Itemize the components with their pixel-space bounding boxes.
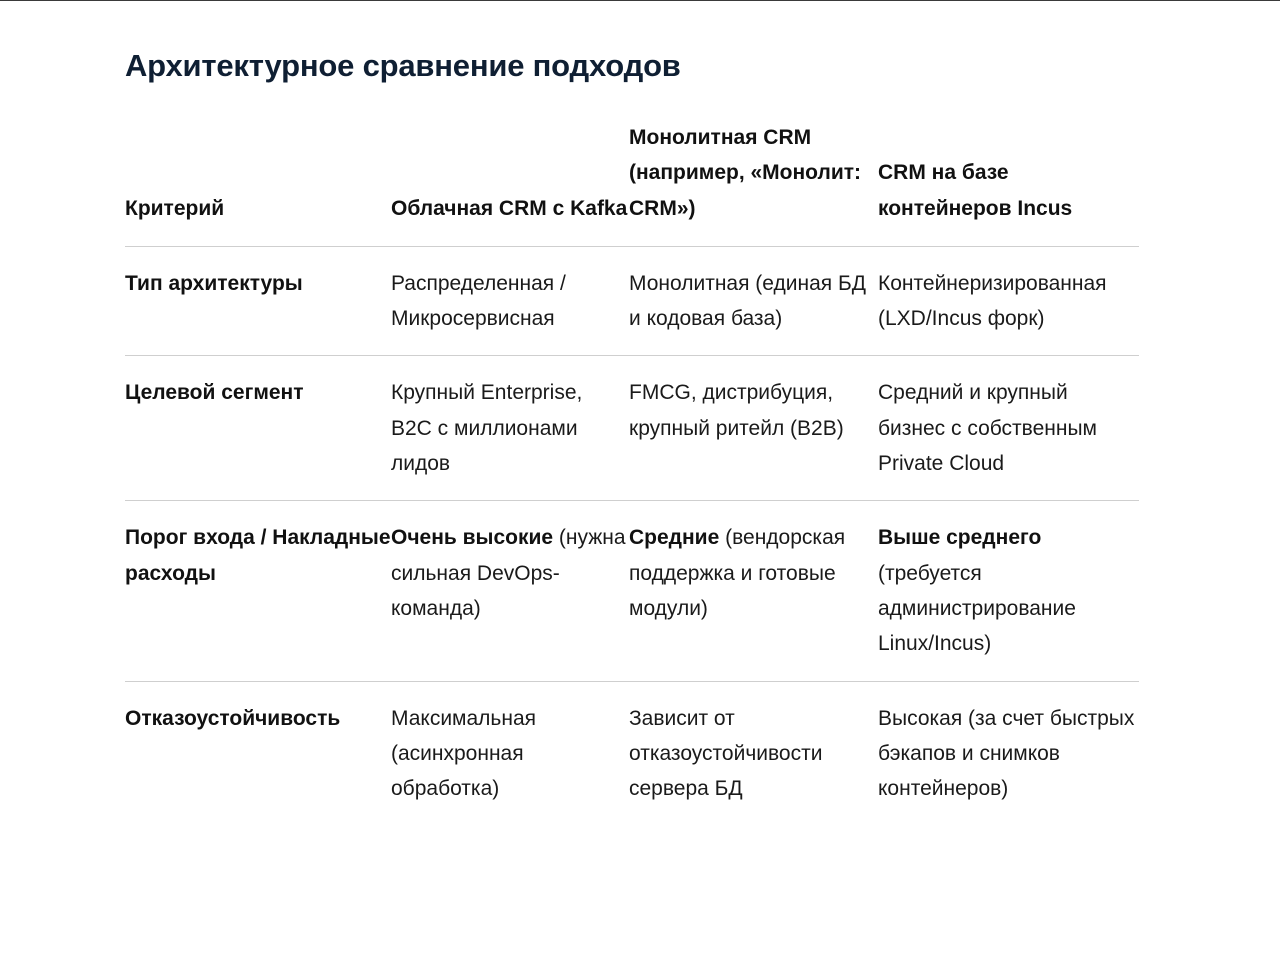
monolith-cell: Монолитная (единая БД и кодовая база)	[629, 246, 878, 356]
criterion-cell: Тип архитектуры	[125, 246, 391, 356]
header-incus-crm: CRM на базе контейнеров Incus	[878, 120, 1139, 246]
criterion-cell: Порог входа / Накладные расходы	[125, 501, 391, 681]
page-title: Архитектурное сравнение подходов	[125, 48, 681, 83]
cloud-cell: Крупный Enterprise, B2C с миллионами лидов	[391, 356, 629, 501]
incus-cell: Высокая (за счет быстрых бэкапов и снимков контейнеров)	[878, 706, 1135, 801]
incus-detail: (требуется администрирование Linux/Incus)	[878, 561, 1076, 656]
cloud-cell: Распределенная / Микросервисная	[391, 246, 629, 356]
incus-emphasis: Выше среднего	[878, 526, 1042, 550]
monolith-emphasis: Средние	[629, 526, 720, 550]
table-row	[125, 501, 1139, 681]
cloud-detail: (нужна сильная DevOps-команда)	[391, 526, 626, 620]
header-criterion: Критерий	[125, 120, 391, 246]
top-divider	[0, 0, 1280, 1]
table-header-row	[125, 120, 1139, 246]
incus-cell: Контейнеризированная (LXD/Incus форк)	[878, 246, 1139, 356]
monolith-detail: (вендорская поддержка и готовые модули)	[629, 526, 846, 620]
incus-cell	[878, 501, 1139, 681]
cloud-cell	[391, 501, 629, 681]
header-cloud-crm: Облачная CRM с Kafka	[391, 120, 629, 246]
criterion-cell: Отказоустойчивость	[125, 706, 341, 730]
monolith-cell	[629, 501, 878, 681]
monolith-cell: FMCG, дистрибуция, крупный ритейл (B2B)	[629, 356, 878, 501]
table-row	[125, 356, 1139, 501]
criterion-cell: Целевой сегмент	[125, 356, 391, 501]
cloud-emphasis: Очень высокие	[391, 526, 554, 550]
table-row	[125, 246, 1139, 356]
comparison-table	[125, 120, 1139, 825]
incus-cell: Средний и крупный бизнес с собственным Private Cloud	[878, 356, 1139, 501]
cloud-cell: Максимальная (асинхронная обработка)	[391, 706, 537, 801]
table-row	[125, 681, 1139, 825]
monolith-cell: Зависит от отказоустойчивости сервера БД	[629, 706, 823, 801]
header-monolith-crm: Монолитная CRM (например, «Монолит: CRM»)	[629, 120, 878, 246]
